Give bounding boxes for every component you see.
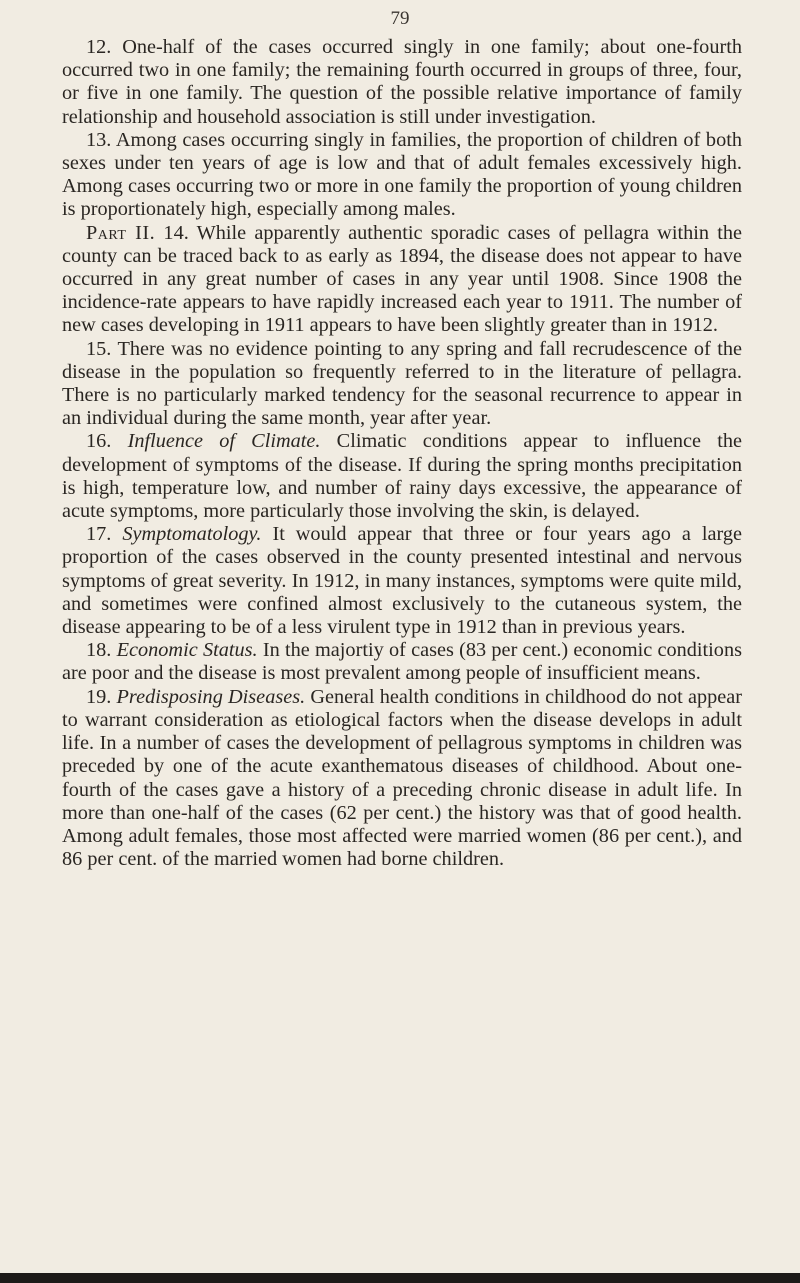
paragraph-12 [62,36,742,129]
paragraph-text: General health conditions in childhood do not appear to warrant consideration as etiological factors when the disease develops in adult life. In a number of cases the development of pellagrous symptoms in children was preceded by one of the acute exanthematous diseases of childhood. About one-fourth of the cases gave a history of a preceding chronic disease in adult life. In more than one-half of the cases (62 per cent.) the history was that of good health. Among adult females, those most affected were married women (86 per cent.), and 86 per cent. of the married women had borne children. [62,685,742,871]
paragraph-heading: Influence of Climate. [127,430,321,453]
paragraph-18 [62,639,742,685]
paragraph-heading: Predisposing Diseases. [116,685,306,708]
paragraph-heading: Economic Status. [116,639,258,662]
paragraph-text: Among cases occurring singly in families, the proportion of children of both sexes under ten years of age is low and that of adult females excessively high. Among cases occurring two or more in one family the proportion of young children is proportionately high, especially among males. [62,128,742,221]
paragraph-19 [62,686,742,872]
paragraph-13 [62,129,742,222]
paragraph-number: 19. [86,685,112,708]
paragraph-number: 14. [163,221,189,244]
paragraph-number: 17. [86,523,112,546]
paragraph-number: 12. [86,36,112,58]
paragraph-text: One-half of the cases occurred singly in one family; about one-fourth occurred two in one family; the remaining fourth occurred in groups of three, four, or five in one family. The question of the possible relative importance of family relationship and household association is still under investigation. [62,36,742,128]
paragraph-number: 13. [86,128,112,151]
page-number: 79 [390,8,410,29]
paragraph-text: In the majortiy of cases (83 per cent.) economic conditions are poor and the disease is most prevalent among people of insufficient means. [62,639,742,685]
paragraph-16 [62,430,742,523]
paragraph-number: 18. [86,639,112,662]
part-label: Part II. [86,221,156,244]
paragraph-number: 15. [86,337,112,360]
paragraph-15 [62,338,742,431]
paragraph-17 [62,523,742,639]
paragraph-text: It would appear that three or four years ago a large proportion of the cases observed in the county presented intestinal and nervous symptoms of great severity. In 1912, in many instances, symptoms were quite mild, and sometimes were confined almost exclusively to the cutaneous system, the disease appearing to be of a less virulent type in 1912 than in previous years. [62,523,742,639]
paragraph-text: There was no evidence pointing to any spring and fall recrudescence of the disease in the population so frequently referred to in the literature of pellagra. There is no particularly marked tendency for the seasonal recurrence to appear in an individual during the same month, year after year. [62,337,742,430]
paragraph-text: Climatic conditions appear to influence the development of symptoms of the disease. If during the spring months precipitation is high, temperature low, and number of rainy days excessive, the appearance of acute symptoms, more particularly those involving the skin, is delayed. [62,430,743,523]
body-text [62,36,742,871]
paragraph-text: While apparently authentic sporadic cases of pellagra within the county can be traced back to as early as 1894, the disease does not appear to have occurred in any great number of cases in any year until 1908. Since 1908 the incidence-rate appears to have rapidly increased each year to 1911. The number of new cases developing in 1911 appears to have been slightly greater than in 1912. [62,221,742,337]
paragraph-number: 16. [86,430,112,453]
paragraph-14 [62,222,742,338]
scan-edge-bar [0,1273,800,1283]
paragraph-heading: Symptomatology. [122,523,262,546]
